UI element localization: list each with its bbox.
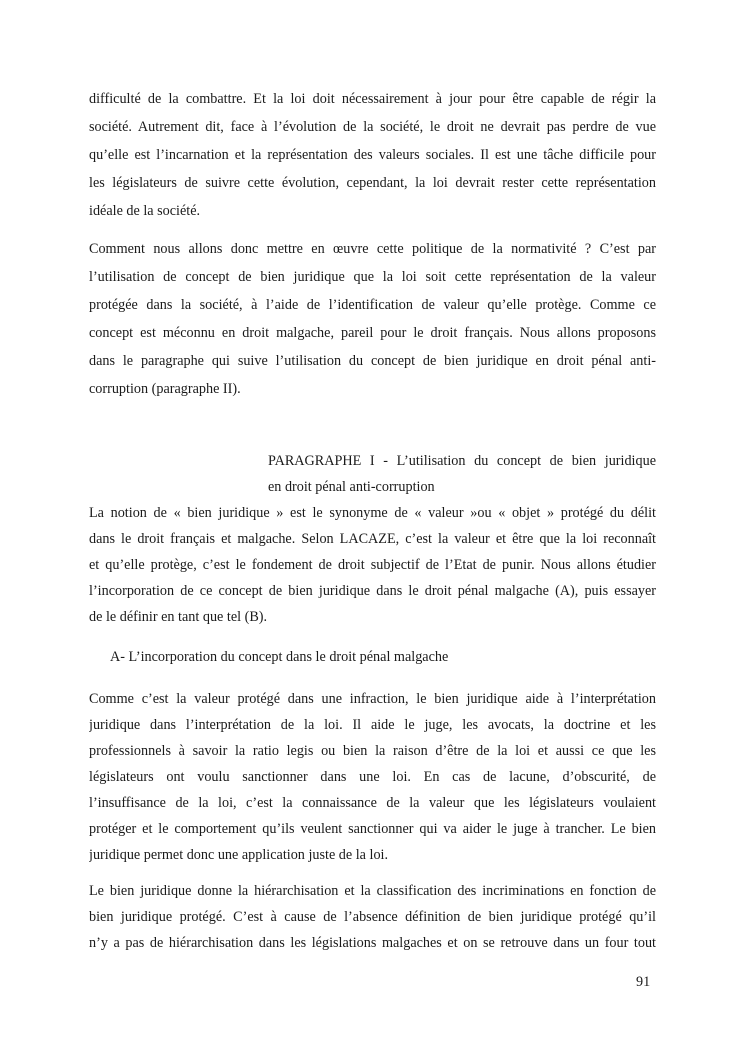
text-line: Comment nous allons donc mettre en œuvre cette politique de la normativité ? C’est par — [89, 241, 656, 257]
text-line: professionnels à savoir la ratio legis ou bien la raison d’être de la loi et aussi ce que les — [89, 743, 656, 759]
text-line: bien juridique protégé. C’est à cause de l’absence définition de bien juridique protégé qu’il — [89, 909, 656, 925]
text-line: société. Autrement dit, face à l’évolution de la société, le droit ne devrait pas perdre de vue — [89, 119, 656, 135]
text-line: les législateurs de suivre cette évolution, cependant, la loi devrait rester cette représentation — [89, 175, 656, 191]
text-line: l’insuffisance de la loi, c’est la connaissance de la valeur que les législateurs voulaient — [89, 795, 656, 811]
text-line: La notion de « bien juridique » est le synonyme de « valeur »ou « objet » protégé du délit — [89, 505, 656, 521]
text-line: qu’elle est l’incarnation et la représentation des valeurs sociales. Il est une tâche difficile pour — [89, 147, 656, 163]
text-line: dans le droit français et malgache. Selon LACAZE, c’est la valeur et être que la loi reconnaît — [89, 531, 656, 547]
subsection-heading: A- L’incorporation du concept dans le droit pénal malgache — [110, 649, 449, 665]
text-line: Le bien juridique donne la hiérarchisation et la classification des incriminations en fonction de — [89, 883, 656, 899]
text-line: juridique dans l’interprétation de la loi. Il aide le juge, les avocats, la doctrine et les — [89, 717, 656, 733]
text-line: n’y a pas de hiérarchisation dans les législations malgaches et on se retrouve dans un four tout — [89, 935, 656, 951]
text-line: de le définir en tant que tel (B). — [89, 609, 268, 625]
text-line: difficulté de la combattre. Et la loi doit nécessairement à jour pour être capable de régir la — [89, 91, 656, 107]
section-heading: en droit pénal anti-corruption — [268, 479, 435, 495]
text-line: Comme c’est la valeur protégé dans une infraction, le bien juridique aide à l’interprétation — [89, 691, 656, 707]
text-line: l’utilisation de concept de bien juridique que la loi soit cette représentation de la valeur — [89, 269, 656, 285]
text-line: protéger et le comportement qu’ils veulent sanctionner qui va aider le juge à trancher. Le bien — [89, 821, 656, 837]
text-line: dans le paragraphe qui suive l’utilisation du concept de bien juridique en droit pénal anti- — [89, 353, 656, 369]
text-line: corruption (paragraphe II). — [89, 381, 241, 397]
text-line: protégée dans la société, à l’aide de l’identification de valeur qu’elle protège. Comme ce — [89, 297, 656, 313]
text-line: juridique permet donc une application juste de la loi. — [89, 847, 389, 863]
text-line: idéale de la société. — [89, 203, 201, 219]
text-line: législateurs ont voulu sanctionner dans une loi. En cas de lacune, d’obscurité, de — [89, 769, 656, 785]
text-line: concept est méconnu en droit malgache, pareil pour le droit français. Nous allons proposons — [89, 325, 656, 341]
section-heading: PARAGRAPHE I - L’utilisation du concept de bien juridique — [268, 453, 656, 469]
text-line: et qu’elle protège, c’est le fondement de droit subjectif de l’Etat de punir. Nous allons étudier — [89, 557, 656, 573]
text-line: l’incorporation de ce concept de bien juridique dans le droit pénal malgache (A), puis essayer — [89, 583, 656, 599]
page-number: 91 — [636, 974, 651, 990]
